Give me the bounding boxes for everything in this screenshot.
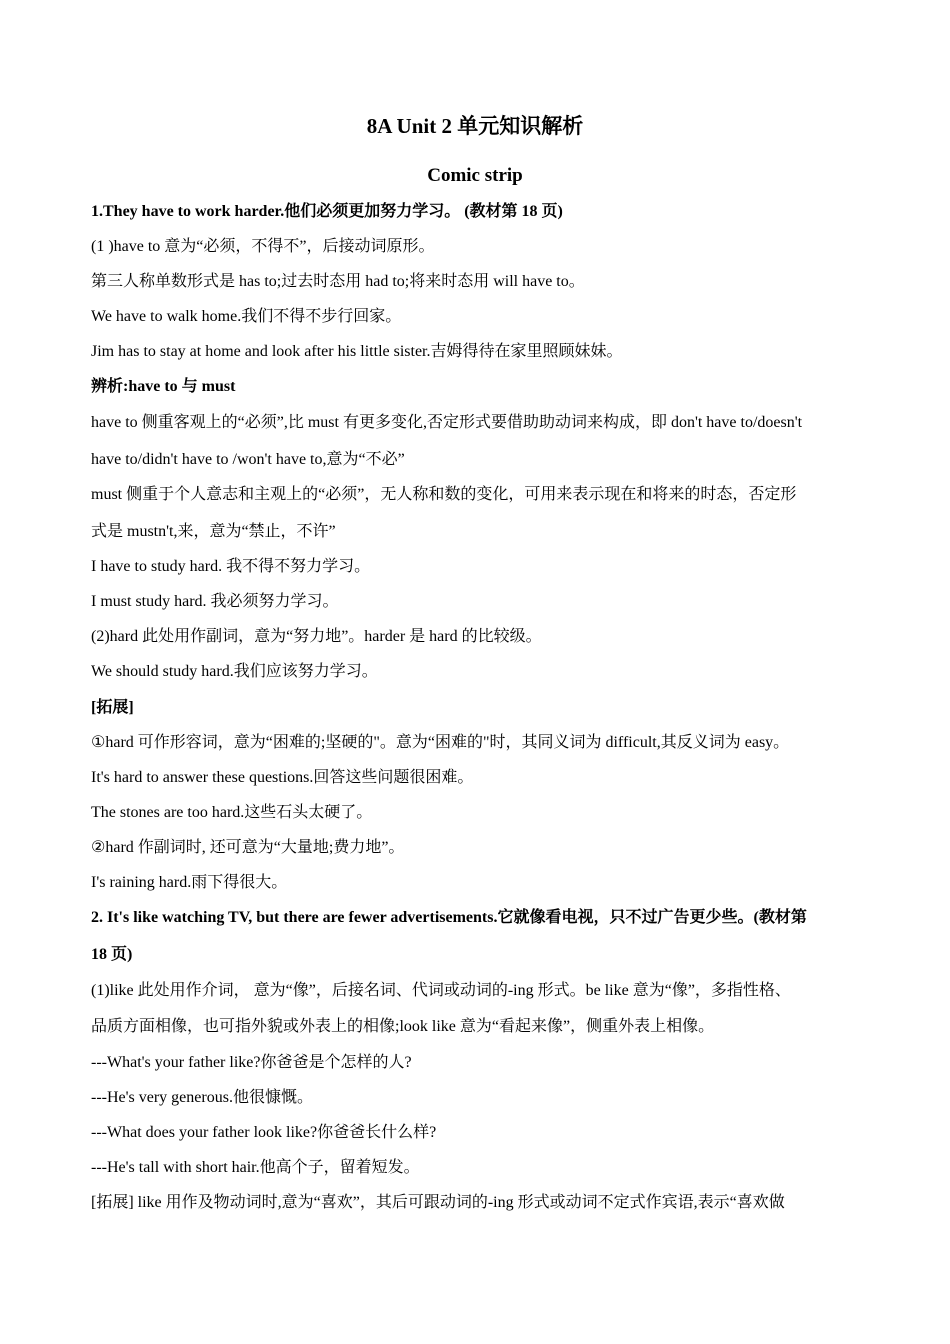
paragraph-line: 式是 mustn't,来，意为“禁止，不许”: [91, 523, 336, 540]
dialogue-line: ---What does your father look like?你爸爸长什么样?: [91, 1124, 437, 1141]
extension-heading: [拓展]: [91, 699, 134, 716]
paragraph-line: ①hard 可作形容词，意为“困难的;坚硬的"。意为“困难的"时，其同义词为 difficult,其反义词为 easy。: [91, 734, 790, 751]
paragraph-line: [拓展] like 用作及物动词时,意为“喜欢”，其后可跟动词的-ing 形式或动词不定式作宾语,表示“喜欢做: [91, 1194, 785, 1211]
paragraph-line: ②hard 作副词时, 还可意为“大量地;费力地”。: [91, 839, 405, 856]
example-sentence: We have to walk home.我们不得不步行回家。: [91, 308, 402, 325]
section-title: Comic strip: [427, 165, 523, 186]
paragraph-line: 第三人称单数形式是 has to;过去时态用 had to;将来时态用 will have to。: [91, 273, 585, 290]
dialogue-line: ---He's very generous.他很慷慨。: [91, 1089, 313, 1106]
paragraph-line: (1 )have to 意为“必须，不得不”，后接动词原形。: [91, 238, 435, 255]
paragraph-line: must 侧重于个人意志和主观上的“必须”，无人称和数的变化，可用来表示现在和将来的时态，否定形: [91, 486, 797, 503]
example-sentence: I have to study hard. 我不得不努力学习。: [91, 558, 371, 575]
paragraph-line: have to/didn't have to /won't have to,意为“不必”: [91, 451, 405, 468]
paragraph-line: have to 侧重客观上的“必须”,比 must 有更多变化,否定形式要借助助动词来构成，即 don't have to/doesn't: [91, 414, 803, 431]
example-sentence: I must study hard. 我必须努力学习。: [91, 593, 339, 610]
paragraph-line: (2)hard 此处用作副词，意为“努力地”。harder 是 hard 的比较级。: [91, 628, 542, 645]
example-sentence: The stones are too hard.这些石头太硬了。: [91, 804, 373, 821]
page-title: 8A Unit 2 单元知识解析: [366, 114, 584, 138]
dialogue-line: ---What's your father like?你爸爸是个怎样的人?: [91, 1054, 412, 1071]
dialogue-line: ---He's tall with short hair.他高个子，留着短发。: [91, 1159, 420, 1176]
example-sentence: We should study hard.我们应该努力学习。: [91, 663, 378, 680]
analysis-heading: 辨析:have to 与 must: [91, 378, 236, 395]
paragraph-line: 品质方面相像，也可指外貌或外表上的相像;look like 意为“看起来像”，侧重外表上相像。: [91, 1018, 715, 1035]
point-2-heading-cont: 18 页): [91, 946, 133, 963]
paragraph-line: (1)like 此处用作介词， 意为“像”，后接名词、代词或动词的-ing 形式。be like 意为“像”，多指性格、: [91, 982, 791, 999]
point-2-heading: 2. It's like watching TV, but there are fewer advertisements.它就像看电视，只不过广告更少些。(教材第: [91, 909, 807, 926]
example-sentence: It's hard to answer these questions.回答这些问题很困难。: [91, 769, 474, 786]
example-sentence: Jim has to stay at home and look after his little sister.吉姆得待在家里照顾妹妹。: [91, 343, 623, 360]
point-1-heading: 1.They have to work harder.他们必须更加努力学习。 (教材第 18 页): [91, 203, 563, 220]
example-sentence: I's raining hard.雨下得很大。: [91, 874, 288, 891]
